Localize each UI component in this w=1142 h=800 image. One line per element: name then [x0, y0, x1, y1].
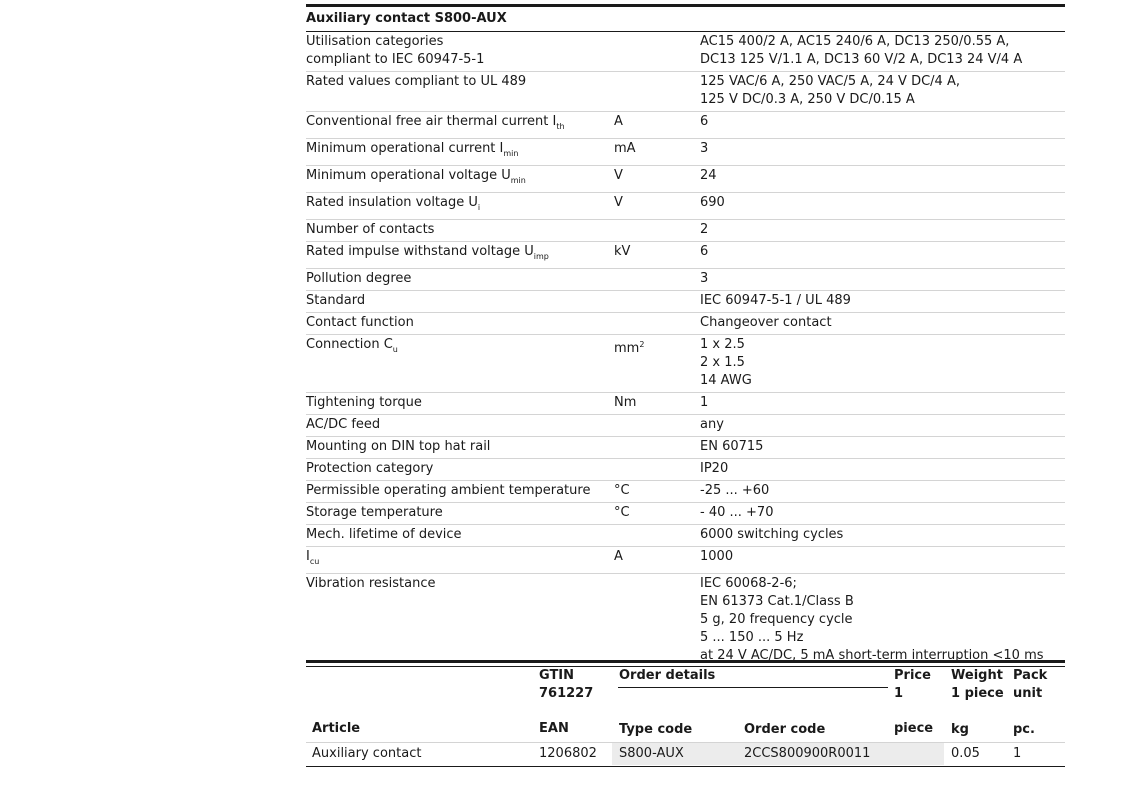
spec-unit-superscript: 2	[639, 340, 645, 349]
spec-unit	[614, 504, 700, 522]
spec-row	[306, 193, 1065, 220]
spec-label: Conventional free air thermal current $I_{th}$	[306, 114, 565, 131]
spec-value: 6000 switching cycles	[700, 527, 844, 542]
spec-label: Minimum operational current $I_{min}$	[306, 141, 519, 158]
spec-row	[306, 72, 1065, 112]
spec-unit-text: °C	[614, 505, 630, 520]
weight-header: Weight 1 piece	[951, 668, 1004, 701]
spec-row	[306, 503, 1065, 525]
spec-row	[306, 525, 1065, 547]
spec-label-subscript: min	[510, 176, 526, 185]
gtin-header: GTIN 761227	[539, 668, 594, 701]
order-code-header: Order code	[744, 722, 826, 737]
spec-unit	[614, 270, 700, 288]
weight-value: 0.05	[951, 746, 980, 761]
spec-row	[306, 437, 1065, 459]
spec-label: Vibration resistance	[306, 576, 436, 591]
spec-rows	[306, 32, 1065, 667]
spec-unit	[614, 482, 700, 500]
spec-value: 3	[700, 271, 709, 286]
spec-row	[306, 481, 1065, 503]
spec-unit	[614, 221, 700, 239]
article-header: Article	[312, 721, 361, 736]
spec-row	[306, 166, 1065, 193]
spec-label: Tightening torque	[306, 395, 422, 410]
kg-header: kg	[951, 722, 969, 737]
order-details-header: Order details	[619, 668, 716, 683]
spec-value: 2	[700, 222, 709, 237]
pc-header: pc.	[1013, 722, 1035, 737]
spec-row	[306, 393, 1065, 415]
spec-label: Permissible operating ambient temperature	[306, 483, 591, 498]
spec-row	[306, 220, 1065, 242]
spec-unit	[614, 113, 700, 136]
spec-label: $I_{cu}$	[306, 549, 320, 566]
spec-row	[306, 32, 1065, 72]
spec-value: -25 ... +60	[700, 483, 770, 498]
spec-unit	[614, 73, 700, 109]
spec-unit	[614, 314, 700, 332]
piece-header: piece	[894, 721, 934, 736]
spec-unit	[614, 438, 700, 456]
order-top-rule	[306, 660, 1065, 663]
spec-value: IP20	[700, 461, 729, 476]
spec-row	[306, 112, 1065, 139]
spec-unit	[614, 460, 700, 478]
spec-value: IEC 60068-2-6; EN 61373 Cat.1/Class B 5 g, 20 frequency cycle 5 ... 150 ... 5 Hz at 24 V AC/DC, 5 mA short-term interruption <10 ms	[700, 576, 1044, 663]
spec-table	[306, 4, 1065, 667]
spec-unit-text: mm	[614, 341, 640, 356]
spec-row	[306, 313, 1065, 335]
spec-label: Number of contacts	[306, 222, 435, 237]
spec-value: - 40 ... +70	[700, 505, 774, 520]
spec-label: AC/DC feed	[306, 417, 381, 432]
spec-value: any	[700, 417, 724, 432]
spec-unit-text: °C	[614, 483, 630, 498]
type-code-value: S800-AUX	[619, 746, 684, 761]
spec-label: Rated values compliant to UL 489	[306, 74, 527, 89]
spec-unit-text: A	[614, 114, 623, 129]
pack-header: Pack unit	[1013, 668, 1048, 701]
spec-label: Storage temperature	[306, 505, 443, 520]
spec-unit	[614, 575, 700, 665]
spec-label: Standard	[306, 293, 366, 308]
spec-unit	[614, 416, 700, 434]
price-header: Price 1	[894, 668, 931, 701]
spec-value: 1	[700, 395, 709, 410]
spec-unit	[614, 33, 700, 69]
spec-value: Changeover contact	[700, 315, 832, 330]
spec-unit	[614, 194, 700, 217]
spec-unit	[614, 292, 700, 310]
spec-label: Minimum operational voltage $U_{min}$	[306, 168, 526, 185]
spec-unit	[614, 526, 700, 544]
spec-row	[306, 574, 1065, 667]
spec-row	[306, 335, 1065, 393]
spec-unit	[614, 140, 700, 163]
ean-value: 1206802	[539, 746, 597, 761]
spec-label: Mech. lifetime of device	[306, 527, 462, 542]
spec-unit	[614, 167, 700, 190]
spec-row	[306, 547, 1065, 574]
spec-unit-text: kV	[614, 244, 631, 259]
spec-row	[306, 459, 1065, 481]
spec-value: IEC 60947-5-1 / UL 489	[700, 293, 851, 308]
type-code-header: Type code	[619, 722, 693, 737]
spec-unit	[614, 548, 700, 571]
spec-label-subscript: u	[392, 345, 398, 354]
spec-label: Mounting on DIN top hat rail	[306, 439, 491, 454]
spec-value: 24	[700, 168, 717, 183]
spec-label: Protection category	[306, 461, 434, 476]
spec-label-subscript: th	[556, 122, 565, 131]
spec-value: 3	[700, 141, 709, 156]
spec-label: Rated impulse withstand voltage $U_{imp}$	[306, 244, 549, 261]
spec-value: 6	[700, 244, 709, 259]
spec-value: 125 VAC/6 A, 250 VAC/5 A, 24 V DC/4 A, 125 V DC/0.3 A, 250 V DC/0.15 A	[700, 74, 960, 107]
spec-label-subscript: i	[477, 203, 481, 212]
price-shade	[888, 743, 944, 765]
spec-label: Connection $C_u$	[306, 337, 398, 354]
spec-unit-text: mA	[614, 141, 636, 156]
article-value: Auxiliary contact	[312, 746, 422, 761]
spec-row	[306, 291, 1065, 313]
spec-label-subscript: imp	[533, 252, 549, 261]
order-bottom-rule	[306, 766, 1065, 767]
spec-label: Rated insulation voltage $U_i$	[306, 195, 481, 212]
spec-row	[306, 242, 1065, 269]
spec-unit-text: Nm	[614, 395, 637, 410]
spec-value: 6	[700, 114, 709, 129]
spec-title: Auxiliary contact S800-AUX	[306, 4, 1065, 32]
spec-unit-text: A	[614, 549, 623, 564]
pack-value: 1	[1013, 746, 1022, 761]
order-code-value: 2CCS800900R0011	[744, 746, 871, 761]
spec-unit	[614, 243, 700, 266]
order-details-rule	[618, 687, 888, 688]
spec-unit	[614, 336, 700, 390]
spec-label-subscript: min	[503, 149, 519, 158]
spec-value: 1 x 2.5 2 x 1.5 14 AWG	[700, 337, 752, 388]
spec-row	[306, 269, 1065, 291]
spec-unit-text: V	[614, 168, 623, 183]
spec-value: EN 60715	[700, 439, 764, 454]
spec-label: Pollution degree	[306, 271, 412, 286]
spec-label: Utilisation categories compliant to IEC 60947-5-1	[306, 34, 485, 67]
ean-header: EAN	[539, 721, 569, 736]
spec-row	[306, 415, 1065, 437]
spec-value: AC15 400/2 A, AC15 240/6 A, DC13 250/0.55 A, DC13 125 V/1.1 A, DC13 60 V/2 A, DC13 24 V/4 A	[700, 34, 1023, 67]
spec-label: Contact function	[306, 315, 414, 330]
spec-unit	[614, 394, 700, 412]
spec-label-subscript: cu	[309, 557, 320, 566]
spec-value: 1000	[700, 549, 734, 564]
spec-value: 690	[700, 195, 725, 210]
spec-unit-text: V	[614, 195, 623, 210]
spec-row	[306, 139, 1065, 166]
order-table	[306, 660, 1065, 768]
